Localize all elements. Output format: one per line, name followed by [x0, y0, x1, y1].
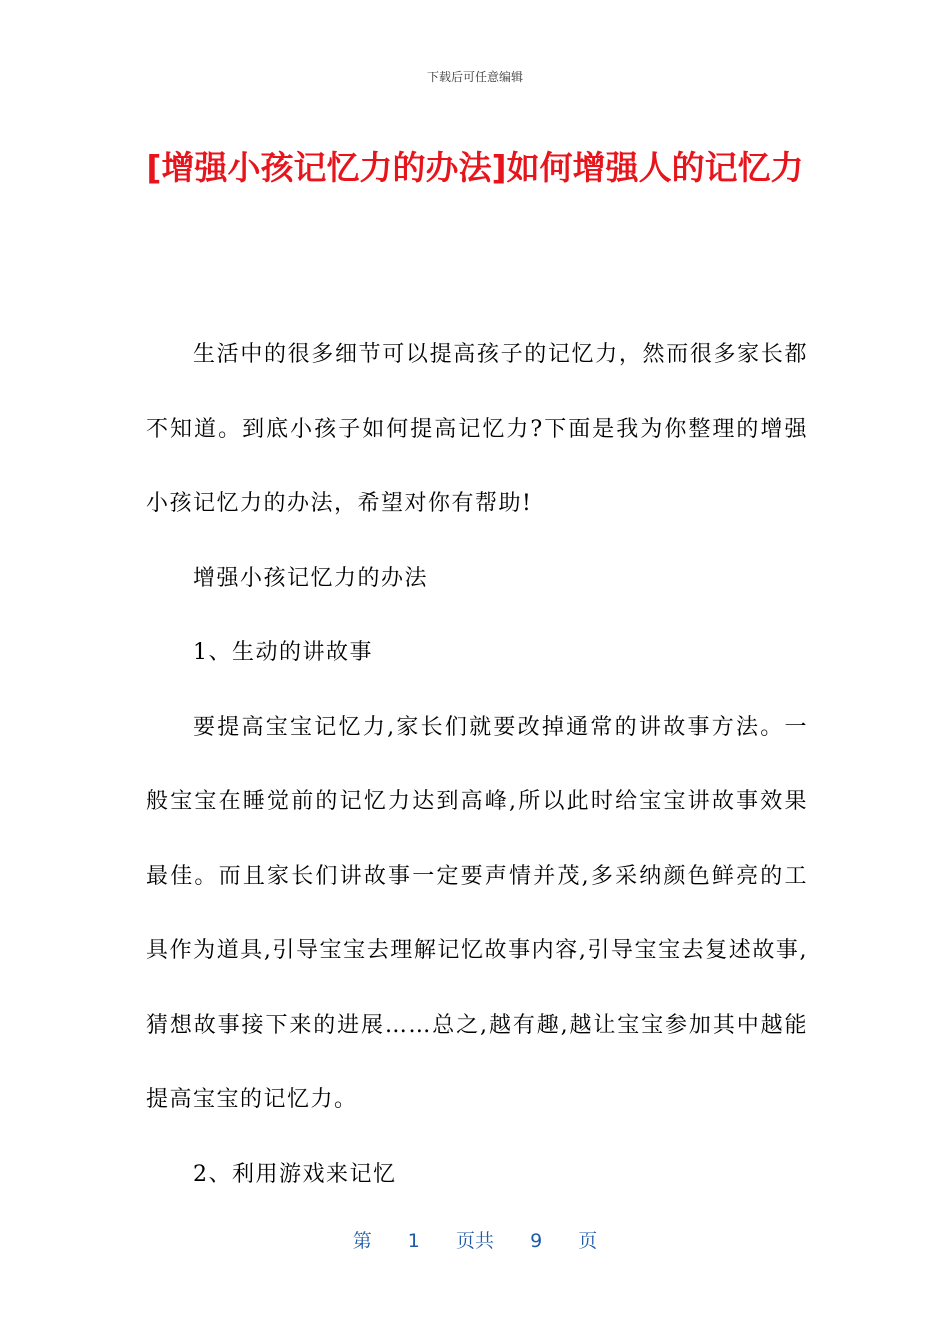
footer-prefix: 第: [352, 1230, 372, 1252]
paragraph-intro: 生活中的很多细节可以提高孩子的记忆力，然而很多家长都不知道。到底小孩子如何提高记忆力?下面是我为你整理的增强小孩记忆力的办法，希望对你有帮助!: [146, 342, 808, 516]
footer-suffix: 页: [578, 1230, 598, 1252]
list-item-heading-1: 1、生动的讲故事: [193, 640, 373, 665]
paragraph-story: 要提高宝宝记忆力,家长们就要改掉通常的讲故事方法。一般宝宝在睡觉前的记忆力达到高峰,所以此时给宝宝讲故事效果最佳。而且家长们讲故事一定要声情并茂,多采纳颜色鲜亮的工具作为道具,引导宝宝去理解记忆故事内容,引导宝宝去复述故事,猜想故事接下来的进展……总之,越有趣,越让宝宝参加其中越能提高宝宝的记忆力。: [146, 714, 808, 1112]
section-heading: 增强小孩记忆力的办法: [193, 565, 429, 591]
header-note: 下载后可任意编辑: [426, 70, 523, 84]
footer-current-page: 1: [407, 1230, 420, 1252]
list-item-heading-2: 2、利用游戏来记忆: [193, 1161, 397, 1187]
page-footer: [0, 1226, 950, 1253]
document-body: [146, 318, 808, 1212]
footer-mid: 页共: [455, 1230, 494, 1252]
footer-total-pages: 9: [530, 1230, 543, 1252]
document-title: [增强小孩记忆力的办法]如何增强人的记忆力: [146, 148, 804, 187]
